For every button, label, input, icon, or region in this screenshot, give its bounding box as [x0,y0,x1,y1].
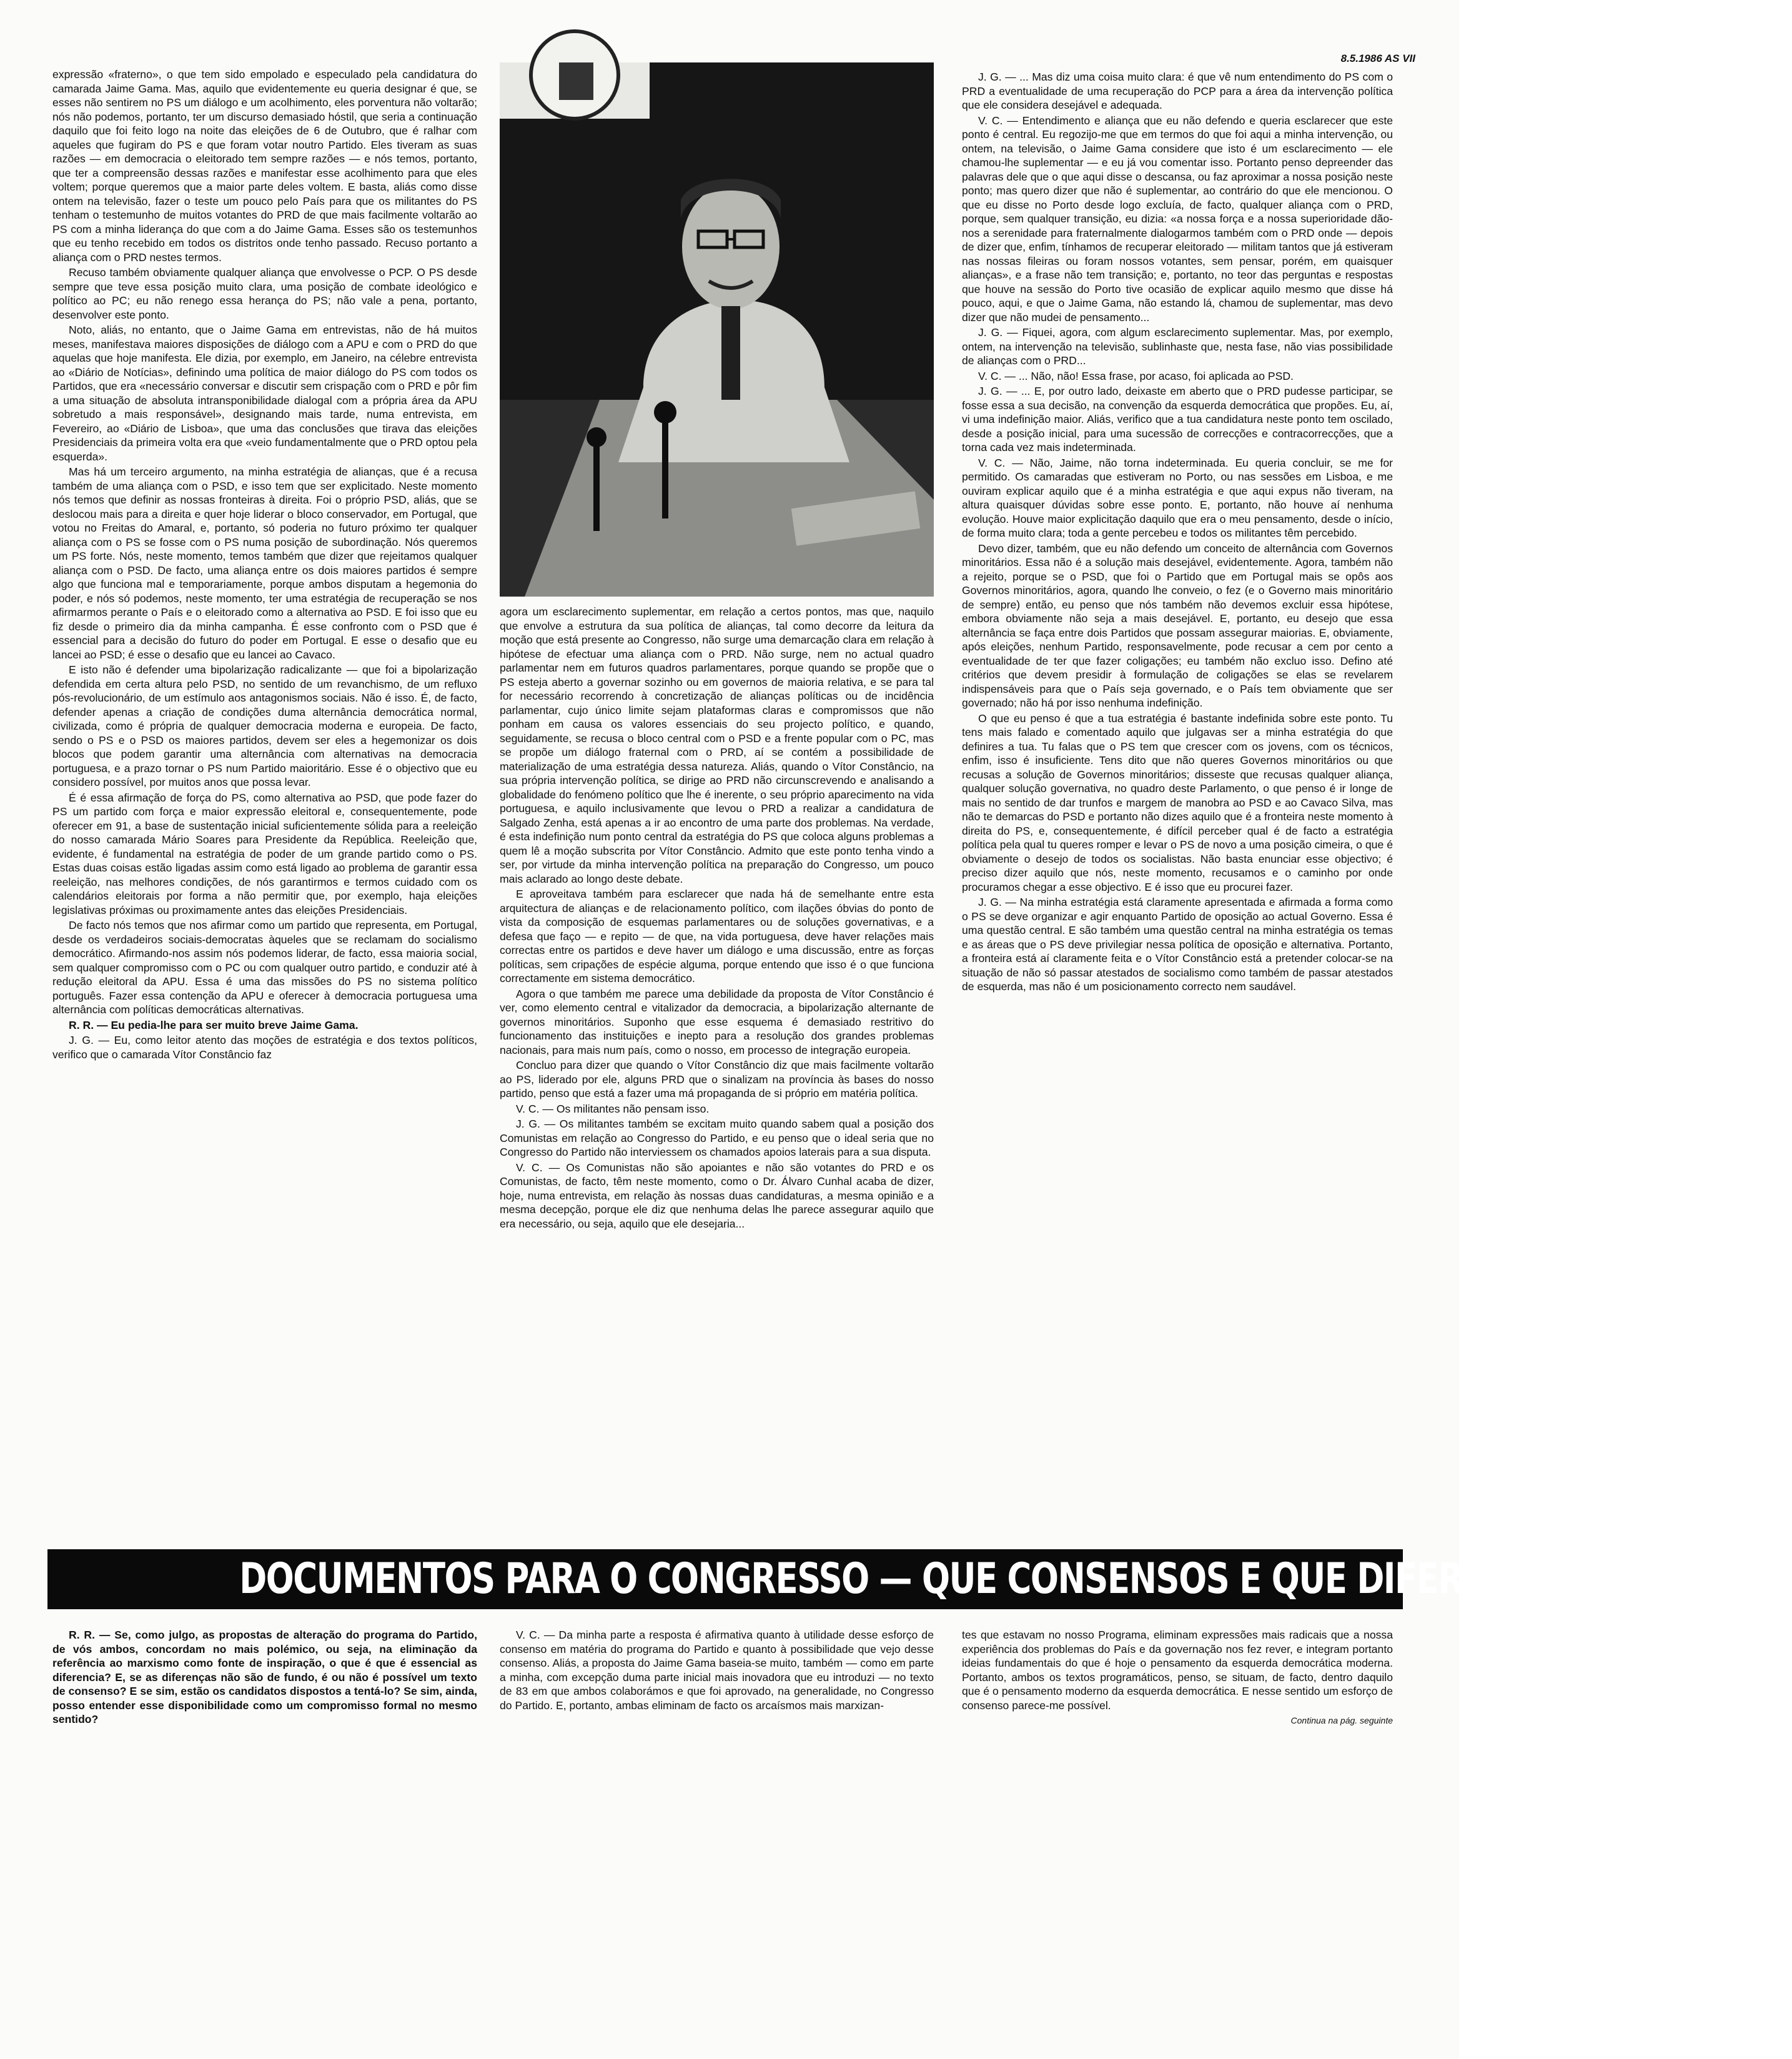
paragraph: V. C. — Entendimento e aliança que eu não defendo e queria esclarecer que este ponto é central. Eu regozijo-me que em termos do que foi aqui a minha intervenção, ou ontem, na televisão, o Jaime Gama considere que isto é um esclarecimento — ele chamou-lhe suplementar — e eu já vou comentar isso. Portanto penso depreender das palavras dele que o que aqui disse o descansa, ou faz aproximar a nossa posição neste ponto; mas quero dizer que não é suplementar, ao contrário do que ele mencionou. O que eu disse no Porto desde logo excluía, de facto, qualquer aliança com o PRD, porque, sem qualquer transição, eu dizia: «a nossa força e a nossa superioridade dão-nos a serenidade para fraternalmente dialogarmos também com o PRD onde — depois de dizer que, enfim, tínhamos de recuperar eleitorado — militam tantos que já estiveram nas nossas fileiras ou foram nossos votantes, sem pensar, porém, em quaisquer alianças», e a frase não tem transição; e, portanto, no teor das perguntas e respostas que houve na sessão do Porto tive ocasião de explicar aquilo mesmo que disse há pouco, aqui, e que o Jaime Gama, não estando lá, chamou de suplementar, mas devo dizer que não mudei de pensamento... [962,114,1393,324]
interviewer-question: R. R. — Eu pedia-lhe para ser muito breve Jaime Gama. [69,1018,359,1031]
interviewer-question: R. R. — Se, como julgo, as propostas de alteração do programa do Partido, de vós ambos, concordam no mais polémico, ou seja, na eliminação da referência ao marxismo como fonte de inspiração, o que é que é essencial as diferencia? E, se as diferenças não são de fundo, é ou não é possível um texto de consenso? E se sim, estão os candidatos dispostos a tentá-lo? Se sim, ainda, posso entender esse disponibilidade como um compromisso formal no mesmo sentido? [52,1629,477,1725]
bottom-column-middle [500,1628,934,1712]
section-headline [47,1549,1600,1609]
paragraph: V. C. — Da minha parte a resposta é afirmativa quanto à utilidade desse esforço de consenso em matéria do programa do Partido e quanto à possibilidade que vejo desse consenso. Aliás, a proposta do Jaime Gama baseia-se muito, também — como em parte a minha, com excepção duma parte inicial mais inovadora que eu introduzi — no texto de 83 em que ambos colaborámos e que foi aprovado, na generalidade, no Congresso do Partido. E, portanto, ambas eliminam de facto os arcaísmos mais marxizan- [500,1629,934,1712]
speaker-photo-image [500,62,934,597]
paragraph: De facto nós temos que nos afirmar como um partido que representa, em Portugal, desde os verdadeiros sociais-democratas àqueles que se reclamam do socialismo democrático. Afirmando-nos assim nós podemos liderar, de facto, essa maioria social, sem qualquer compromisso com o PC ou com qualquer outro partido, e conduzir até à redução eleitoral da APU. Essa é uma das missões do PS no sistema político português. Fazer essa contenção da APU e oferecer à democracia portuguesa uma alternância com políticas democráticas alternativas. [52,919,477,1016]
paragraph: Recuso também obviamente qualquer aliança que envolvesse o PCP. O PS desde sempre que teve essa posição muito clara, uma posição de combate ideológico e político ao PC; eu não renego essa herança do PS; não vale a pena, portanto, desenvolver este ponto. [52,266,477,321]
paragraph: J. G. — ... E, por outro lado, deixaste em aberto que o PRD pudesse participar, se fosse essa a sua decisão, na convenção da esquerda democrática que propões. Eu, aí, vi uma indefinição maior. Aliás, verifico que a tua candidatura neste ponto tem oscilado, desde a posição inicial, para uma sucessão de correcções e contracorrecções, que a torna cada vez mais indeterminada. [962,385,1393,454]
paragraph: V. C. — Os Comunistas não são apoiantes e não são votantes do PRD e os Comunistas, de facto, têm neste momento, como o Dr. Álvaro Cunhal acaba de dizer, hoje, numa entrevista, em relação às nossas duas candidaturas, a mesma opinião e a mesma decepção, porque ele diz que nenhuma delas lhe parece assegurar aquilo que era necessário, ou seja, aquilo que ele desejaria... [500,1161,934,1230]
paragraph: E aproveitava também para esclarecer que nada há de semelhante entre esta arquitectura de alianças e de relacionamento político, com ilações óbvias do ponto de vista da composição de esquemas parlamentares ou de soluções governativas, e a defesa que faço — e repito — de que, na vida portuguesa, deve haver relações mais correctas entre os partidos e deve haver um diálogo e uma discussão, entre as forças políticas, sem cripações de espécie alguma, porque entendo que isso é o que funciona correctamente em sistema democrático. [500,888,934,985]
paragraph: É é essa afirmação de força do PS, como alternativa ao PSD, que pode fazer do PS um partido com força e maior expressão eleitoral e, consequentemente, pode oferecer em 91, a base de sustentação inicial suficientemente sólida para a reeleição do nosso camarada Mário Soares para Presidente da República. Reeleição que, evidente, é fundamental na estratégia de poder de um grande partido como o PS. Estas duas coisas estão ligadas assim como está ligado ao problema de garantir essa reeleição, nas melhores condições, de nós garantirmos e termos cuidado com os calendários eleitorais por forma a não permitir que, por exemplo, haja eleições legislativas próximas ou proximamente antes das eleições Presidenciais. [52,791,477,916]
headline-text: DOCUMENTOS PARA O CONGRESSO — QUE CONSENSOS E QUE DIFERENÇAS? [239,1554,1600,1604]
paragraph: O que eu penso é que a tua estratégia é bastante indefinida sobre este ponto. Tu tens mais falado e comentado aquilo que julgavas ser a minha estratégia do que definires a tua. Tu falas que o PS tem que crescer com os jovens, com os técnicos, enfim, isso é insuficiente. Tens dito que não queres Governos minoritários ou que recusas a solução de Governos minoritários; disseste que recusas qualquer aliança, qualquer solução governativa, no quadro deste Parlamento, o que penso é ir longe de mais no sentido de dar trunfos e margem de manobra ao PSD e ao Cavaco Silva, mas não te demarcas do PSD e portanto não dizes aquilo que é a fronteira neste momento à direita do PS, e, consequentemente, é difícil perceber qual é de facto a estratégia política pela qual tu queres romper e levar o PS de novo a uma posição cimeira, o que é obviamente o desejo de todos os socialistas. Não basta enunciar esse objectivo; é preciso dizer aquilo que nós, neste momento, recusamos e o caminho por onde procuramos chegar a esse objectivo. E é isso que eu procurei fazer. [962,712,1393,893]
paragraph: expressão «fraterno», o que tem sido empolado e especulado pela candidatura do camarada Jaime Gama. Mas, aquilo que evidentemente eu queria designar é que, se esses não sentirem no PS um diálogo e um acolhimento, eles porventura não voltarão; nós não podemos, portanto, ter um discurso demasiado hóstil, que seria a continuação daquilo que foi feito logo na noite das eleições de 6 de Outubro, que é ralhar com aqueles que fugiram do PS e que foram votar noutro Partido. Eles tiveram as suas razões — em democracia o eleitorado tem sempre razões — e nós temos, portanto, que ter a compreensão dessas razões e manifestar esse acolhimento para que eles voltem; porque queremos que a maior parte deles voltem. E basta, aliás como disse ontem na televisão, fazer o teste um pouco pelo País para que os militantes do PS tenham o testemunho de muitos votantes do PRD de que mais facilmente voltarão ao PS com a minha liderança do que com a do Jaime Gama. Esses são os testemunhos que eu tenho recebido em todos os distritos onde tenho passado. Recuso portanto a aliança com o PRD nestes termos. [52,68,477,264]
paragraph: agora um esclarecimento suplementar, em relação a certos pontos, mas que, naquilo que envolve a estrutura da sua política de alianças, tal como decorre da leitura da moção que está presente ao Congresso, não surge uma demarcação clara em relação à hipótese de efectuar uma aliança com o PRD. Não surge, nem no actual quadro parlamentar nem em futuros quadros parlamentares, porque quando se propõe que o PS esteja aberto a governar sozinho ou em governos de maioria relativa, e se para tal for necessário recorrendo à concretização de alianças políticas ou de incidência parlamentar, cujo único limite sejam plataformas claras e compromissos que não ponham em causa os valores essenciais do seu projecto político, e quando, seguidamente, se recusa o bloco central com o PSD e a frente popular com o PC, mas se propõe um diálogo fraternal com o PRD, aí se contém a possibilidade de materialização de uma estratégia dessa natureza. Aliás, quando o Vítor Constâncio, na sua própria intervenção política, se dirige ao PRD não circunscrevendo e analisando a globalidade do fenómeno político que lhe é inerente, o seu próprio aparecimento na vida portuguesa, e aquilo inclusivamente que levou o PRD a realizar a candidatura de Salgado Zenha, está apenas a ir ao encontro de uma parte dos problemas. Na verdade, é esta indefinição num ponto central da estratégia do PS que coloca alguns problemas a quem lê a moção subscrita por Vítor Constâncio. Admito que este ponto tenha vindo a ser, por virtude da minha intervenção política na preparação do Congresso, um pouco mais aclarado ao longo deste debate. [500,605,934,885]
paragraph: J. G. — ... Mas diz uma coisa muito clara: é que vê num entendimento do PS com o PRD a eventualidade de uma recuperação do PCP para a área da intervenção política que ele considera desejável e adequada. [962,71,1393,111]
paragraph: Mas há um terceiro argumento, na minha estratégia de alianças, que é a recusa também de uma aliança com o PSD, e isso tem que ser explicitado. Neste momento nós temos que definir as nossas fronteiras à direita. Foi o próprio PSD, aliás, que se deslocou mais para a direita e quer hoje liderar o bloco conservador, em Portugal, que votou no Freitas do Amaral, e, portanto, só poderia no futuro próximo ter qualquer aliança com o PS se fosse com o PS numa posição de subordinação. Nós queremos um PS forte. Nós, neste momento, temos também que dizer que rejeitamos qualquer aliança com o PSD. De facto, uma aliança entre os dois maiores partidos é sempre algo que funciona mal e temporariamente, porque ambos disputam a hegemonia do poder, e nós só podemos, neste momento, ter uma estratégia de recuperação se nos afirmarmos perante o País e o eleitorado como a alternativa ao PSD. E foi isso que eu fiz desde o primeiro dia da minha campanha. É esse confronto com o PSD que é essencial para a decisão do futuro do poder em Portugal. E esse o desafio que eu lancei ao PSD; é esse o desafio que eu lancei ao Cavaco. [52,465,477,661]
column-middle [500,605,934,1542]
bottom-column-right [962,1628,1393,1728]
paragraph: V. C. — Não, Jaime, não torna indeterminada. Eu queria concluir, se me for permitido. Os camaradas que estiveram no Porto, ou nas sessões em Lisboa, e me ouviram explicar aquilo que é a minha estratégia e que aqui expus não tiveram, na altura quaisquer dúvidas sobre esse ponto. E, portanto, não houve aí nenhuma evolução. Houve maior explicitação daquilo que era o meu pensamento, desde o início, de forma muito clara; toda a gente percebeu e todos os militantes têm percebido. [962,456,1393,539]
paragraph: Devo dizer, também, que eu não defendo um conceito de alternância com Governos minoritários. Essa não é a solução mais desejável, evidentemente. Agora, também não a rejeito, porque se o PSD, que foi o Partido que em Portugal mais se opôs aos Governos minoritários, agora, quando lhe conveio, o fez (e o Governo mais minoritário de sempre) então, eu penso que nós também não devemos excluir essa hipótese, embora obviamente não seja a mais desejável. E, portanto, eu desejo que essa alternância se faça entre dois Partidos que possam assegurar maiorias. E, obviamente, após eleições, nenhum Partido, responsavelmente, pode recusar a cem por cento a eventualidade de ter que fazer coligações; eu também não excluo isso. Defino até critérios que devem presidir à formulação de coligações se elas se revelarem indispensáveis para que o País seja governado, e o País tem obviamente que ser governado; não há por isso nenhuma indefinição. [962,542,1393,709]
continuation-note: Continua na pág. seguinte [1290,1715,1393,1725]
paragraph: V. C. — ... Não, não! Essa frase, por acaso, foi aplicada ao PSD. [978,369,1294,382]
page-folio: 8.5.1986 AS VII [1340,52,1415,64]
paragraph: J. G. — Fiquei, agora, com algum esclarecimento suplementar. Mas, por exemplo, ontem, na intervenção na televisão, sublinhaste que, nesta fase, não vias possibilidade de alianças com o PRD... [962,326,1393,367]
paragraph: J. G. — Eu, como leitor atento das moções de estratégia e dos textos políticos, verifico que o camarada Vítor Constâncio faz [52,1034,477,1061]
paragraph: Concluo para dizer que quando o Vítor Constâncio diz que mais facilmente voltarão ao PS, liderado por ele, alguns PRD que o sinalizam na província às bases do nosso partido, penso que está a fazer uma má propaganda de si próprio em matéria política. [500,1059,934,1099]
paragraph: Agora o que também me parece uma debilidade da proposta de Vítor Constâncio é ver, como elemento central e vitalizador da democracia, a bipolarização alternante de governos minoritários. Suponho que esse esquema é demasiado restritivo do funcionamento das instituições e inepto para a resolução dos grandes problemas nacionais, para mais num país, como o nosso, em processo de integração europeia. [500,987,934,1056]
column-right [962,70,1393,1513]
paragraph: tes que estavam no nosso Programa, eliminam expressões mais radicais que a nossa experiência dos problemas do País e da governação nos fez rever, e integram portanto ideias fundamentais do que é hoje o pensamento da esquerda democrática moderna. Portanto, ambos os textos programáticos, penso, se situam, de facto, dentro daquilo que é o pensamento moderno da esquerda democrática. E nesse sentido um esforço de consenso parece-me possível. [962,1629,1393,1712]
paragraph: E isto não é defender uma bipolarização radicalizante — que foi a bipolarização defendida em certa altura pelo PSD, no sentido de um revanchismo, de um refluxo pós-revolucionário, de um estímulo aos antagonismos sociais. Não é isso. É, de facto, defender apenas a criação de condições duma alternância democrática normal, civilizada, como é própria de qualquer democracia moderna e europeia. De facto, sendo o PS e o PSD os maiores partidos, devem ser eles a hegemonizar os dois blocos que podem garantir uma alternância com alternativas na democracia portuguesa, e a prazo tornar o PS num Partido maioritário. Esse é o objectivo que eu considero possível, por muitos anos que possa levar. [52,663,477,788]
paragraph: Noto, aliás, no entanto, que o Jaime Gama em entrevistas, não de há muitos meses, manifestava maiores disposições de diálogo com a APU e com o PRD do que aquelas que hoje manifesta. Ele dizia, por exemplo, em Janeiro, na célebre entrevista ao «Diário de Notícias», definindo uma política de maior diálogo do PS com todos os Partidos, que era «necessário conversar e discutir sem crispação com o PRD e pôr fim a uma situação de absoluta intransponibilidade dialogal com a própria área da APU sobretudo a mais responsável», designando mais tarde, numa entrevista, em Fevereiro, ao «Diário de Lisboa», que uma das conclusões que tirava das eleições Presidenciais da primeira volta era que «veio fundamentalmente que o PRD optou pela esquerda». [52,324,477,463]
column-left [52,67,477,1504]
speaker-photo [500,62,934,597]
paragraph: J. G. — Os militantes também se excitam muito quando sabem qual a posição dos Comunistas em relação ao Congresso do Partido, e eu penso que o ideal seria que no Congresso do Partido não interviessem os chamados apoios laterais para a sua disputa. [500,1118,934,1158]
bottom-column-left [52,1628,477,1727]
paragraph: V. C. — Os militantes não pensam isso. [516,1102,710,1115]
paragraph: J. G. — Na minha estratégia está claramente apresentada e afirmada a forma como o PS se deve organizar e agir enquanto Partido de oposição ao actual Governo. Essa é uma questão central. E são também uma questão central na minha estratégia os temas e as áreas que o PS deve privilegiar nessa política de oposição e alternativa. Portanto, a fronteira está aí claramente feita e o Vítor Constâncio está a pretender colocar-se na situação de não só passar atestados de socialismo como também de passar atestados de esquerda, mas não é um posicionamento correcto nem saudável. [962,896,1393,993]
